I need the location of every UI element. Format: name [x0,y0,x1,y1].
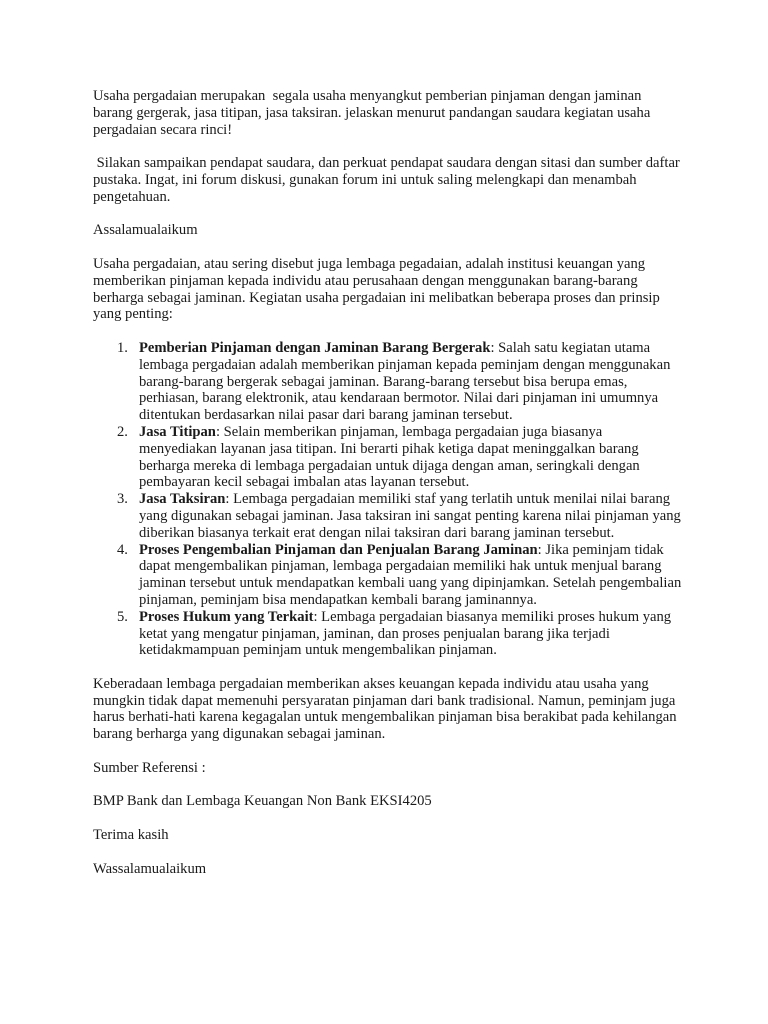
list-item [93,542,683,609]
list-item-number: 1. [117,339,128,356]
list-item-text: : Salah satu kegiatan utama lembaga pergadaian adalah memberikan pinjaman kepada peminjam dengan menggunakan barang-barang bergerak sebagai jaminan. Barang-barang tersebut bisa berupa emas, perhiasan, barang elektronik, atau kendaraan bermotor. Nilai dari pinjaman ini umumnya ditentukan berdasarkan nilai pasar dari barang jaminan tersebut. [139,339,671,424]
document-page [93,88,683,894]
question-paragraph-2: Silakan sampaikan pendapat saudara, dan perkuat pendapat saudara dengan sitasi dan sumber daftar pustaka. Ingat, ini forum diskusi, gunakan forum ini untuk saling melengkapi dan menambah pengetahuan. [93,155,684,205]
closing-text: Wassalamualaikum [93,860,207,877]
list-item [93,609,683,659]
question-paragraph-1: Usaha pergadaian merupakan segala usaha menyangkut pemberian pinjaman dengan jaminan barang gergerak, jasa titipan, jasa taksiran. jelaskan menurut pandangan saudara kegiatan usaha pergadaian secara rinci! [93,88,654,138]
reference-entry: BMP Bank dan Lembaga Keuangan Non Bank EKSI4205 [93,793,432,810]
numbered-list [93,340,683,659]
reference-heading: Sumber Referensi : [93,759,206,776]
list-item-title: Proses Hukum yang Terkait [139,608,314,625]
list-item-title: Jasa Titipan [139,423,216,440]
list-item-text: : Selain memberikan pinjaman, lembaga pergadaian juga biasanya menyediakan layanan jasa titipan. Ini berarti pihak ketiga dapat meninggalkan barang berharga mereka di lembaga pergadaian untuk dijaga dengan aman, seringkali dengan pembayaran kecil sebagai imbalan atas layanan tersebut. [139,423,640,491]
thanks-text: Terima kasih [93,827,169,844]
list-item-number: 3. [117,491,128,508]
list-item-text: : Lembaga pergadaian memiliki staf yang terlatih untuk menilai nilai barang yang digunakan sebagai jaminan. Jasa taksiran ini sangat penting karena nilai pinjaman yang diberikan biasanya terkait erat dengan nilai taksiran dari barang jaminan tersebut. [139,491,681,541]
list-item-text: : Jika peminjam tidak dapat mengembalikan pinjaman, lembaga pergadaian memiliki hak untuk menjual barang jaminan tersebut untuk mendapatkan kembali uang yang dipinjamkan. Setelah pengembalian pinjaman, peminjam bisa mendapatkan kembali barang jaminannya. [139,541,682,608]
list-item-text: : Lembaga pergadaian biasanya memiliki proses hukum yang ketat yang mengatur pinjaman, jaminan, dan proses penjualan barang jika terjadi ketidakmampuan peminjam untuk mengembalikan pinjaman. [139,608,672,659]
list-item-title: Pemberian Pinjaman dengan Jaminan Barang Bergerak [139,339,491,356]
list-item-number: 4. [117,541,128,558]
list-item-title: Proses Pengembalian Pinjaman dan Penjualan Barang Jaminan [139,541,538,558]
intro-paragraph: Usaha pergadaian, atau sering disebut juga lembaga pegadaian, adalah institusi keuangan yang memberikan pinjaman kepada individu atau perusahaan dengan menggunakan barang-barang berharga sebagai jaminan. Kegiatan usaha pergadaian ini melibatkan beberapa proses dan prinsip yang penting: [93,255,664,323]
greeting: Assalamualaikum [93,222,198,239]
list-item-number: 2. [117,423,128,440]
list-item [93,491,683,541]
list-item [93,424,683,491]
conclusion-paragraph: Keberadaan lembaga pergadaian memberikan akses keuangan kepada individu atau usaha yang mungkin tidak dapat memenuhi persyaratan pinjaman dari bank tradisional. Namun, peminjam juga harus berhati-hati karena kegagalan untuk mengembalikan pinjaman bisa berakibat pada kehilangan barang berharga yang digunakan sebagai jaminan. [93,675,681,743]
list-item-title: Jasa Taksiran [139,491,226,508]
list-item-number: 5. [117,608,128,625]
list-item [93,340,683,424]
